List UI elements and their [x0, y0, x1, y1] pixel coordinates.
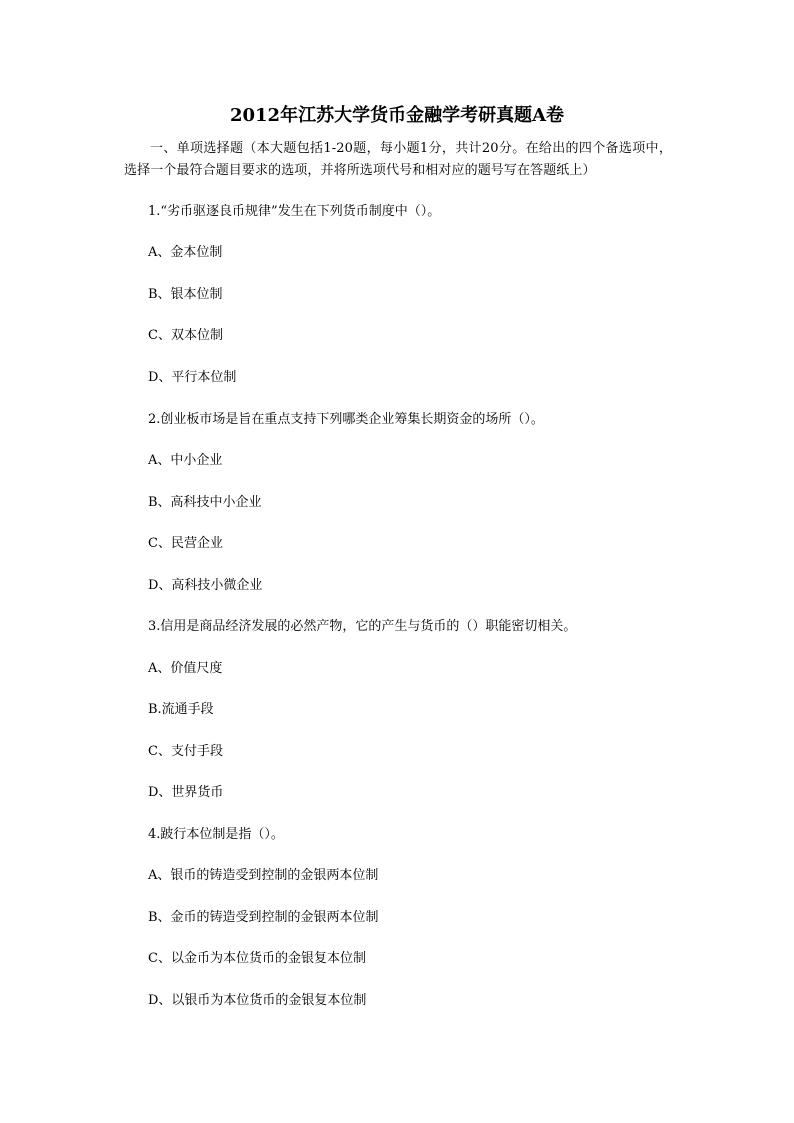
- question-1-option-b: B、银本位制: [148, 287, 223, 302]
- question-1-option-a: A、金本位制: [148, 245, 223, 260]
- question-4-option-a: A、银币的铸造受到控制的金银两本位制: [148, 868, 379, 883]
- question-3-option-c: C、支付手段: [148, 744, 223, 759]
- question-3-stem: 3.信用是商品经济发展的必然产物，它的产生与货币的（）职能密切相关。: [148, 619, 577, 634]
- question-2-option-c: C、民营企业: [148, 536, 223, 551]
- question-1-option-d: D、平行本位制: [148, 370, 237, 385]
- question-1-stem: 1.“劣币驱逐良币规律”发生在下列货币制度中（）。: [148, 204, 441, 219]
- section-intro: 一、单项选择题（本大题包括1-20题，每小题1分，共计20分。在给出的四个备选项中，选择一个最符合题目要求的选项，并将所选项代号和相对应的题号写在答题纸上）: [124, 141, 672, 178]
- question-2-option-b: B、高科技中小企业: [148, 495, 262, 510]
- document-title: 2012年江苏大学货币金融学考研真题A卷: [229, 105, 565, 126]
- question-3-option-b: B.流通手段: [148, 702, 214, 717]
- question-2-stem: 2.创业板市场是旨在重点支持下列哪类企业筹集长期资金的场所（）。: [148, 412, 544, 427]
- question-3-option-d: D、世界货币: [148, 785, 224, 800]
- question-4-stem: 4.跛行本位制是指（）。: [148, 827, 284, 842]
- question-4-option-c: C、以金币为本位货币的金银复本位制: [148, 951, 366, 966]
- question-4-option-d: D、以银币为本位货币的金银复本位制: [148, 993, 367, 1008]
- question-2-option-d: D、高科技小微企业: [148, 578, 263, 593]
- question-3-option-a: A、价值尺度: [148, 661, 223, 676]
- question-1-option-c: C、双本位制: [148, 328, 223, 343]
- question-2-option-a: A、中小企业: [148, 453, 223, 468]
- question-4-option-b: B、金币的铸造受到控制的金银两本位制: [148, 910, 379, 925]
